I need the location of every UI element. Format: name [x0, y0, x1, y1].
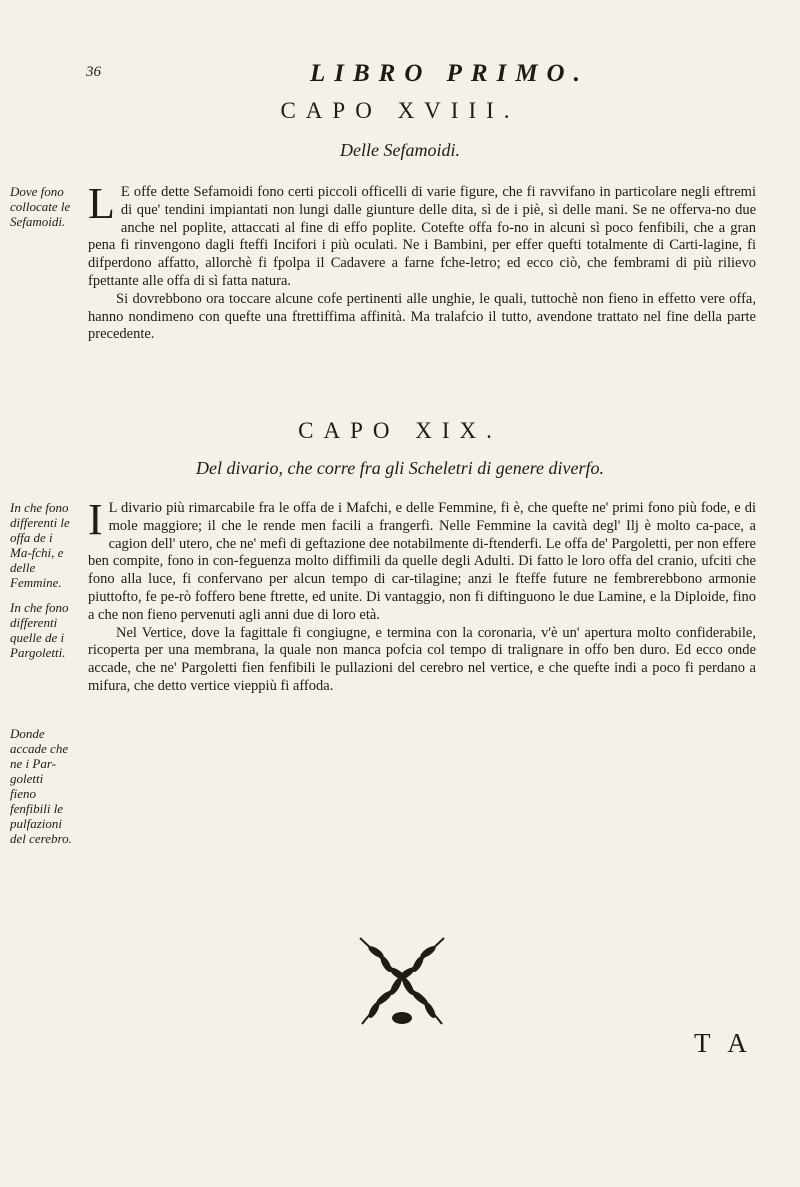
paragraph	[88, 179, 756, 291]
drop-cap: I	[88, 495, 103, 544]
paragraph: Nel Vertice, dove la fagittale fi congiugne, e termina con la coronaria, v'è un' apertura molto confiderabile, ricoperta per una membrana, la quale non manca pofcia col tempo di tralignare in offo ben duro. Ed ecco onde accade, che ne' Pargoletti fien fenfibili le pullazioni del cerebro nel vertice, e che quefte indi a poco fi perdano a mifura, che detto vertice vieppiù fi affoda.	[88, 624, 756, 694]
margin-note-children: In che fono differenti quelle de i Pargoletti.	[10, 600, 69, 660]
chapter-title-19: CAPO XIX.	[298, 418, 502, 443]
signature-mark: T A	[694, 1028, 753, 1058]
paragraph-text: L divario più rimarcabile fra le offa de i Mafchi, e delle Femmine, fi è, che quefte ne' primi fono più fode, e di mole maggiore; il che le rende men facili a frangerfi. Nelle Femmine la cavità degl' Ilj è molto ca-pace, a cagion dell' utero, che ne' mefi di geftazione dee notabilmente di-ftenderfi. Le offa de' Pargoletti, per non effere ben compite, fono in con-feguenza molto diffimili da quelle degli Adulti. Di fatto le loro offa del cranio, ufciti che fono alla luce, fi confervano per alcun tempo di car-tilagine; anzi le fteffe future ne fembrerebbono armonie piuttofto, fe pe-rò foffero bene ftrette, ed unite. Di vantaggio, non fi diftinguono le due Lamine, e la Diploide, fino a che non fieno pervenuti agli anni due di loro età.	[88, 500, 756, 623]
chapter-subtitle-18: Delle Sefamoidi.	[340, 140, 460, 160]
paragraph	[88, 495, 756, 625]
paragraph-text: E offe dette Sefamoidi fono certi piccoli officelli di varie figure, che fi ravvifano in particolare negli eftremi di que' tendini impiantati non lungi dalle giunture delle dita, sì de i piè, sì delle mani. Se ne offerva-no due anche nel poplite, attaccati al fine di effo poplite. Cotefte offa fo-no in alcuni sì poco fenfibili, che a gran pena fi rinvengono dagli fteffi Incifori i più oculati. Ne i Bambini, per effer quefti totalmente di Carti-lagine, fi difperdono affatto, allorchè fi fpolpa il Cadavere a farne fche-letro; ed ecco ciò, che fembrami di più rilievo fpettante alle offa di sì fatta natura.	[88, 184, 756, 289]
page-number: 36	[86, 64, 101, 80]
running-title: LIBRO PRIMO.	[310, 60, 589, 87]
chapter-19-body	[88, 495, 756, 696]
chapter-title-18: CAPO XVIII.	[280, 98, 520, 123]
margin-note-sefamoidi: Dove fono collocate le Sefamoidi.	[10, 184, 71, 229]
chapter-subtitle-19: Del divario, che corre fra gli Scheletri di genere diverfo.	[195, 458, 605, 478]
drop-cap: L	[88, 179, 115, 228]
margin-note-sexes: In che fono differenti le offa de i Ma-fchi, e delle Femmine.	[10, 500, 70, 590]
margin-note-cerebro: Donde accade che ne i Par-goletti fieno fenfibili le pulfazioni del cerebro.	[10, 726, 72, 846]
chapter-18-body	[88, 179, 756, 344]
paragraph: Si dovrebbono ora toccare alcune cofe pertinenti alle unghie, le quali, tuttochè non fieno in effetto vere offa, hanno nondimeno con quefte una ftrettiffima affinità. Ma tralafcio il tutto, avendone trattato nel fine della parte precedente.	[88, 290, 756, 343]
palm-branches-ornament-icon	[344, 926, 460, 1036]
